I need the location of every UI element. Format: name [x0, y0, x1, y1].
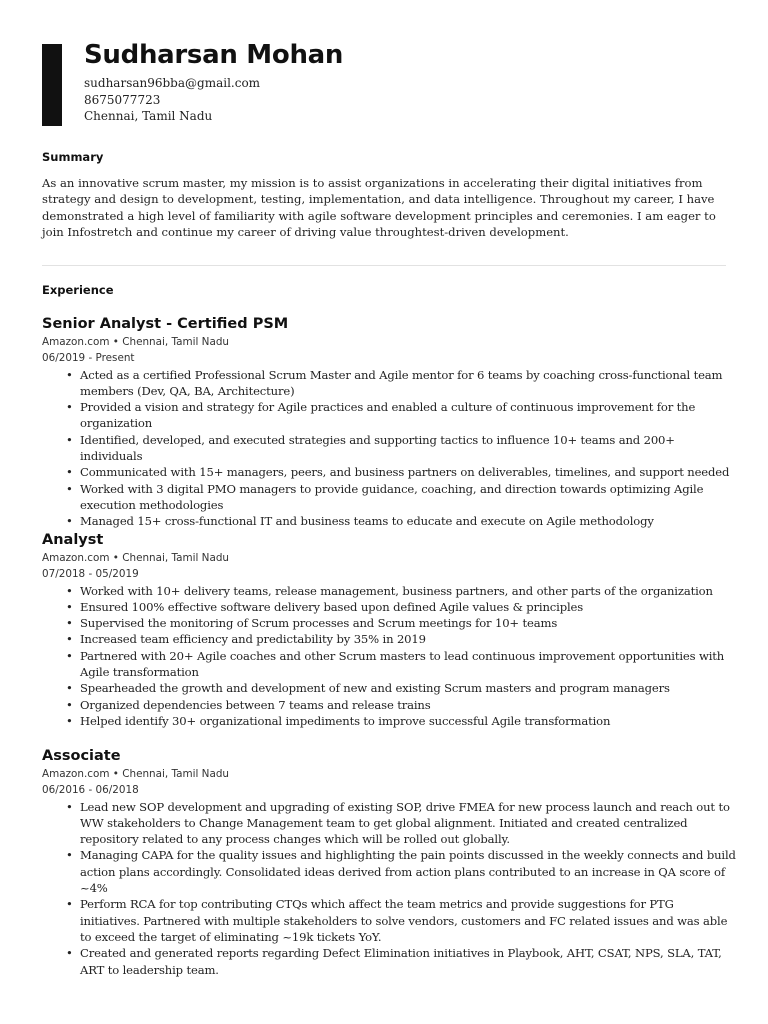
job-bullets	[42, 799, 742, 978]
name-accent-bar	[42, 44, 62, 126]
job-bullet: • Acted as a certified Professional Scrum Master and Agile mentor for 6 teams by coaching cross-functional team members (Dev, QA, BA, Architecture)	[80, 367, 736, 400]
job-title: Associate	[42, 748, 121, 764]
job-bullet: • Provided a vision and strategy for Agile practices and enabled a culture of continuous improvement for the organization	[80, 399, 736, 432]
job-bullets	[42, 367, 742, 530]
job-bullet: • Helped identify 30+ organizational impediments to improve successful Agile transformation	[80, 713, 736, 729]
job-company: Amazon.com • Chennai, Tamil Nadu	[42, 768, 229, 780]
job-bullet: • Partnered with 20+ Agile coaches and other Scrum masters to lead continuous improvement opportunities with Agile transformation	[80, 648, 736, 681]
job-bullet: • Managing CAPA for the quality issues and highlighting the pain points discussed in the weekly connects and build action plans accordingly. Consolidated ideas derived from action plans contributed to an increase in QA score of ~4%	[80, 847, 736, 896]
contact-location: Chennai, Tamil Nadu	[84, 109, 213, 123]
job-bullet: • Worked with 10+ delivery teams, release management, business partners, and other parts of the organization	[80, 583, 736, 599]
job-title: Analyst	[42, 532, 104, 548]
contact-info	[84, 75, 260, 125]
job-dates: 06/2019 - Present	[42, 352, 135, 365]
contact-email: sudharsan96bba@gmail.com	[84, 76, 261, 90]
job-bullet: • Organized dependencies between 7 teams and release trains	[80, 697, 736, 713]
job-bullet: • Increased team efficiency and predictability by 35% in 2019	[80, 631, 736, 647]
job-dates: 06/2016 - 06/2018	[42, 784, 139, 797]
experience-heading: Experience	[42, 283, 114, 297]
job-bullets	[42, 583, 742, 730]
job-company: Amazon.com • Chennai, Tamil Nadu	[42, 552, 229, 564]
job-bullet: • Lead new SOP development and upgrading of existing SOP, drive FMEA for new process launch and reach out to WW stakeholders to Change Management team to get global alignment. Initiated and created centralized repository related to any process changes which will be rolled out globally.	[80, 799, 736, 848]
job-bullet: • Perform RCA for top contributing CTQs which affect the team metrics and provide suggestions for PTG initiatives. Partnered with multiple stakeholders to solve vendors, customers and FC related issues and was able to exceed the target of eliminating ~19k tickets YoY.	[80, 896, 736, 945]
job-bullet: • Worked with 3 digital PMO managers to provide guidance, coaching, and direction towards optimizing Agile execution methodologies	[80, 481, 736, 514]
candidate-name: Sudharsan Mohan	[84, 40, 344, 70]
summary-heading: Summary	[42, 150, 104, 164]
summary-text: As an innovative scrum master, my mission is to assist organizations in accelerating their digital initiatives from strategy and design to development, testing, implementation, and data intelligence. Throughout my career, I have demonstrated a high level of familiarity with agile software development principles and ceremonies. I am eager to join Infostretch and continue my career of driving value throughtest-driven development.	[42, 176, 716, 239]
job-title: Senior Analyst - Certified PSM	[42, 316, 289, 332]
contact-phone: 8675077723	[84, 92, 161, 107]
job-entry	[42, 314, 742, 530]
section-divider	[42, 265, 726, 266]
job-bullet: • Ensured 100% effective software delivery based upon defined Agile values & principles	[80, 599, 736, 615]
job-entry	[42, 746, 742, 978]
job-company: Amazon.com • Chennai, Tamil Nadu	[42, 336, 229, 348]
job-dates: 07/2018 - 05/2019	[42, 568, 139, 581]
job-bullet: • Created and generated reports regarding Defect Elimination initiatives in Playbook, AHT, CSAT, NPS, SLA, TAT, ART to leadership team.	[80, 945, 736, 978]
job-bullet: • Supervised the monitoring of Scrum processes and Scrum meetings for 10+ teams	[80, 615, 736, 631]
job-entry	[42, 530, 742, 729]
job-bullet: • Identified, developed, and executed strategies and supporting tactics to influence 10+ teams and 200+ individuals	[80, 432, 736, 465]
job-bullet: • Managed 15+ cross-functional IT and business teams to educate and execute on Agile methodology	[80, 513, 736, 529]
job-bullet: • Communicated with 15+ managers, peers, and business partners on deliverables, timelines, and support needed	[80, 464, 736, 480]
job-bullet: • Spearheaded the growth and development of new and existing Scrum masters and program managers	[80, 680, 736, 696]
